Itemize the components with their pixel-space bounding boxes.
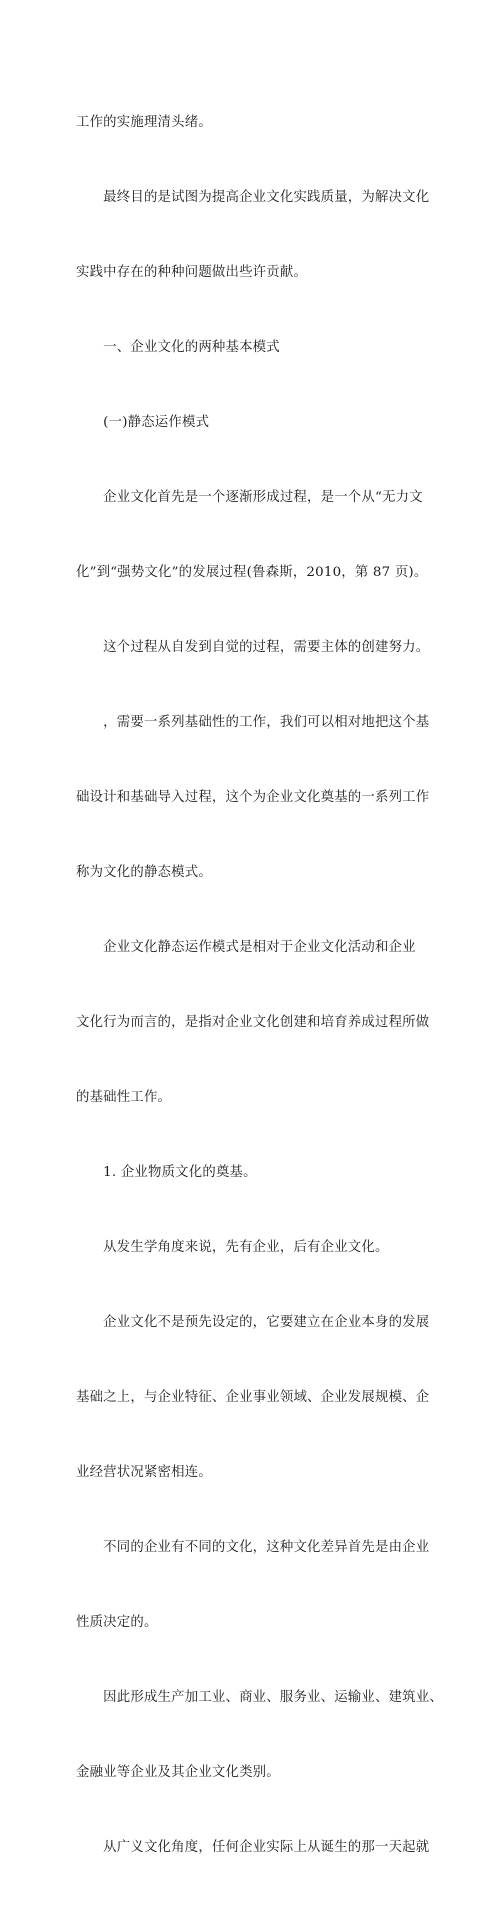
text-line: 不同的企业有不同的文化，这种文化差异首先是由企业 — [76, 1540, 430, 1555]
text-line: 企业文化首先是一个逐渐形成过程，是一个从“无力文 — [76, 490, 423, 505]
text-line: 因此形成生产加工业、商业、服务业、运输业、建筑业、 — [76, 1690, 443, 1705]
text-line: 从发生学角度来说，先有企业，后有企业文化。 — [76, 1240, 389, 1255]
document-body — [76, 60, 443, 1910]
text-line: 础设计和基础导入过程，这个为企业文化奠基的一系列工作 — [76, 790, 430, 805]
section-heading: 一、企业文化的两种基本模式 — [76, 340, 280, 355]
subsection-heading: (一)静态运作模式 — [76, 415, 210, 430]
numbered-heading: 1. 企业物质文化的奠基。 — [76, 1165, 257, 1180]
text-line: 实践中存在的种种问题做出些许贡献。 — [76, 265, 308, 280]
text-line: 性质决定的。 — [76, 1615, 158, 1630]
text-line: 从广义文化角度，任何企业实际上从诞生的那一天起就 — [76, 1840, 430, 1855]
text-line: 最终目的是试图为提高企业文化实践质量，为解决文化 — [76, 190, 430, 205]
text-line: 基础之上，与企业特征、企业事业领域、企业发展规模、企 — [76, 1390, 430, 1405]
text-line: 文化行为而言的，是指对企业文化创建和培育养成过程所做 — [76, 1015, 430, 1030]
text-line: 企业文化静态运作模式是相对于企业文化活动和企业 — [76, 940, 416, 955]
text-line: 业经营状况紧密相连。 — [76, 1465, 212, 1480]
text-line: 化”到“强势文化”的发展过程(鲁森斯，2010，第 87 页)。 — [76, 565, 428, 580]
text-line: 企业文化不是预先设定的，它要建立在企业本身的发展 — [76, 1315, 430, 1330]
text-line: 的基础性工作。 — [76, 1090, 172, 1105]
text-line: ，需要一系列基础性的工作，我们可以相对地把这个基 — [76, 715, 430, 730]
text-line: 这个过程从自发到自觉的过程，需要主体的创建努力。 — [76, 640, 430, 655]
text-line: 称为文化的静态模式。 — [76, 865, 212, 880]
text-line: 工作的实施理清头绪。 — [76, 115, 212, 130]
text-line: 金融业等企业及其企业文化类别。 — [76, 1765, 280, 1780]
